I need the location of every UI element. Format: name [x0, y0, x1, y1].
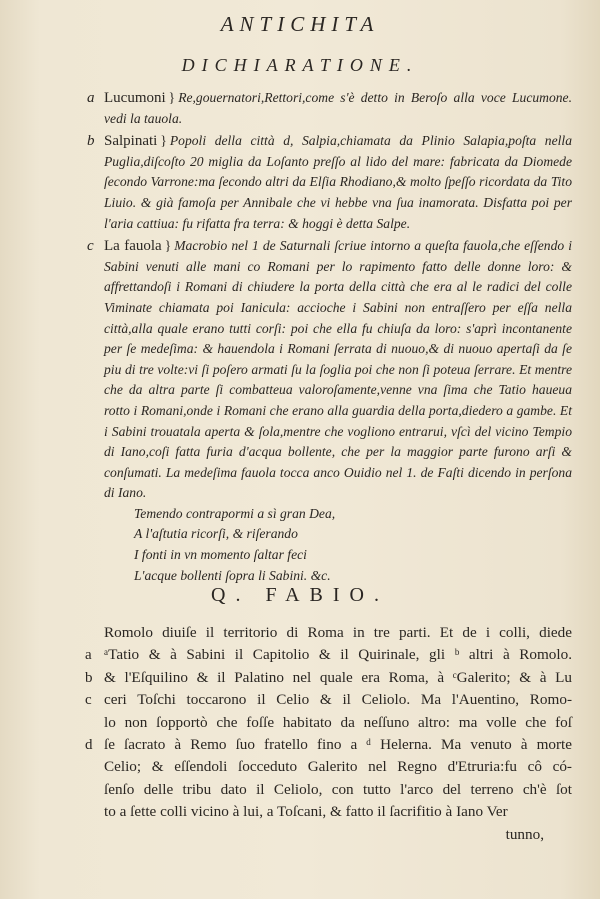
text-line: [85, 689, 572, 711]
note-letter: a: [87, 90, 95, 106]
verse-quotation: [134, 504, 572, 586]
running-head: ANTICHITA: [220, 12, 380, 36]
note-letter: b: [87, 133, 95, 150]
line-text: ſe ſacrato à Remo ſuo fratello fino a ᵈ Helerna. Ma venuto à morte: [104, 736, 572, 754]
note-lemma: Salpinati: [104, 133, 158, 150]
text-line: [104, 622, 572, 644]
line-text: ᵃTatio & à Sabini il Capitolio & il Quirinale, gli ᵇ altri à Romolo.: [104, 646, 572, 664]
text-line: [85, 644, 572, 666]
verse-line: I fonti in vn momento ſaltar feci: [134, 547, 307, 563]
line-text: to a ſette colli vicino à lui, a Toſcani, & fatto il ſacrifitio à Iano Ver: [104, 803, 508, 821]
note-text: Re,gouernatori,Rettori,come s'è detto in Beroſo alla voce Lucumone. vedi la tauola.: [104, 90, 572, 126]
section-heading: DICHIARATIONE.: [181, 55, 419, 75]
text-line: [85, 734, 572, 756]
line-text: Celio; & eſſendoli ſocceduto Galerito nel Regno d'Etruria:fu cô có-: [104, 758, 572, 776]
catchword: tunno,: [505, 825, 544, 843]
note-letter: c: [87, 238, 94, 255]
note-a: [87, 88, 572, 129]
line-text: & l'Eſquilino & il Palatino nel quale era Roma, à ᶜGalerito; & à Lu: [104, 668, 572, 686]
chapter-heading: Q. FABIO.: [211, 584, 389, 606]
note-lemma: Lucumoni: [104, 90, 166, 106]
note-b: [87, 131, 572, 234]
margin-letter: a: [85, 647, 92, 664]
text-line: [104, 712, 572, 734]
margin-letter: b: [85, 669, 93, 686]
note-text: Macrobio nel 1 de Saturnali ſcriue intorno a queſta fauola,che eſſendo i Sabini venuti alle mani co Romani per lo rapimento fatto delle donne loro: & affrettandoſi i Romani di chiudere la porta della città che era al le radici del colle Viminate chiamata poi Ianicula: accioche i Sabini non entraſſero per eſſa nella città,alla quale erano tutti corſi: poi che ella fu chiuſa da loro: s'aprì incontanente per ſe medeſima: & hauendola i Romani ſerrata di nuouo,& di nuouo apertaſi da ſe piu di tre volte:vi ſi poſero armati ſu la ſoglia poi che non ſi poteua ſerrare. Et mentre che da altra parte ſi combatteua valoroſamente,venne vna ſima che Tatio haueua rotto i Romani,onde i Romani che erano alla guardia della porta,diedero a gambe. Et i Sabini trouatala aperta & ſola,mentre che vogliono entrarui, vſcì del vicino Tempio di Iano,coſi fatta furia d'acqua bollente, che per la maggior parte furono arſi & conſumati. La medeſima fauola tocca anco Ouidio nel 1. de Faſti dicendo in perſona di Iano.: [104, 238, 572, 501]
verse-line: A l'aſtutia ricorſi, & riſerando: [134, 526, 298, 542]
line-text: Romolo diuiſe il territorio di Roma in tre parti. Et de i colli, diede: [104, 624, 572, 641]
line-text: lo non ſopportò che foſſe habitato da neſſuno altro: ma volle che foſ: [104, 713, 572, 731]
margin-letter: c: [85, 692, 92, 709]
brace-icon: }: [164, 238, 172, 254]
main-text: [85, 622, 572, 846]
note-text: Popoli della città d, Salpia,chiamata da Plinio Salapia,poſta nella Puglia,diſcoſto 20 miglia da Loſanto preſſo al lido del mare: fabricata da Diomede ſecondo Varrone:ma ſecondo altri da Elſia Rhodiano,& molto ſpeſſo ricordata da Tito Liuio. & già famoſa per Annibale che vi hebbe vna ſua inamorata. Disfatta poi per l'aria cattiua: fu rifatta fra terra: & hoggi è detta Salpe.: [104, 133, 572, 231]
text-line: [104, 756, 572, 778]
line-text: ſenſo delle tribu dato il Celiolo, con tutto l'arco del terreno ch'è ſot: [104, 780, 572, 798]
annotation-notes: [0, 88, 600, 588]
verse-line: Temendo contrapormi a sì gran Dea,: [134, 505, 336, 521]
text-line: [104, 801, 572, 823]
brace-icon: }: [168, 90, 176, 105]
text-line: [104, 779, 572, 801]
brace-icon: }: [160, 133, 167, 149]
note-c: [87, 236, 572, 586]
note-lemma: La fauola: [104, 238, 162, 255]
margin-letter: d: [85, 737, 93, 754]
text-line: [85, 667, 572, 689]
verse-line: L'acque bollenti ſopra li Sabini. &c.: [134, 567, 331, 583]
line-text: ceri Toſchi toccarono il Celio & il Celiolo. Ma l'Auentino, Romo-: [104, 691, 572, 709]
